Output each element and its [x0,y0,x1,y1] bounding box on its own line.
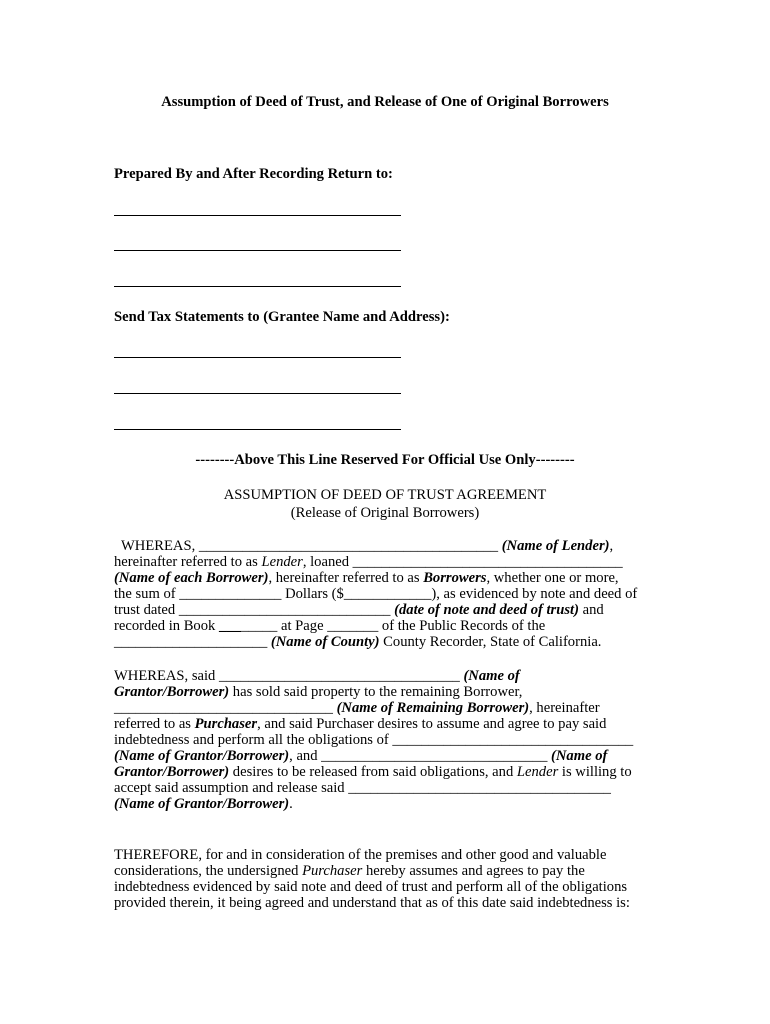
document-title: Assumption of Deed of Trust, and Release of One of Original Borrowers [161,94,609,110]
official-use-divider: --------Above This Line Reserved For Official Use Only-------- [195,452,575,468]
grantee-address-line-2 [114,393,401,394]
return-address-line-3 [114,286,401,287]
therefore-paragraph: THEREFORE, for and in consideration of the premises and other good and valuable considerations, the undersigned Purchaser hereby assumes and agrees to pay the indebtedness evidenced by said note and deed of trust and perform all of the obligations provided therein, it being agreed and understand that as of this date said indebtedness is: [114,847,630,911]
tax-statements-label: Send Tax Statements to (Grantee Name and Address): [114,309,450,325]
whereas-lender-paragraph: WHEREAS, _________________________________________ (Name of Lender), hereinafter referred to as Lender, loaned _____________________________________ (Name of each Borrower), hereinafter referred to as Borrowers, whether one or more, the sum of ______________ Dollars ($____________), as evidenced by note and deed of trust dated _____________________________ (date of note and deed of trust) and recorded in Book ________ at Page _______ of the Public Records of the _____________________ (Name of County) County Recorder, State of California. [114,538,638,650]
return-address-line-1 [114,215,401,216]
return-address-line-2 [114,250,401,251]
prepared-by-label: Prepared By and After Recording Return to: [114,166,393,182]
grantee-address-line-3 [114,429,401,430]
agreement-subheading: (Release of Original Borrowers) [290,505,480,521]
agreement-heading: ASSUMPTION OF DEED OF TRUST AGREEMENT [223,487,547,503]
grantee-address-line-1 [114,357,401,358]
whereas-grantor-paragraph: WHEREAS, said _________________________________ (Name of Grantor/Borrower) has sold said property to the remaining Borrower, ______________________________ (Name of Remaining Borrower), hereinafter referred to as Purchaser, and said Purchaser desires to assume and agree to pay said indebtedness and perform all the obligations of _________________________________ (Name of Grantor/Borrower), and _______________________________ (Name of Grantor/Borrower) desires to be released from said obligations, and Lender is willing to accept said assumption and release said ____________________________________ (Name of Grantor/Borrower). [114,668,634,812]
